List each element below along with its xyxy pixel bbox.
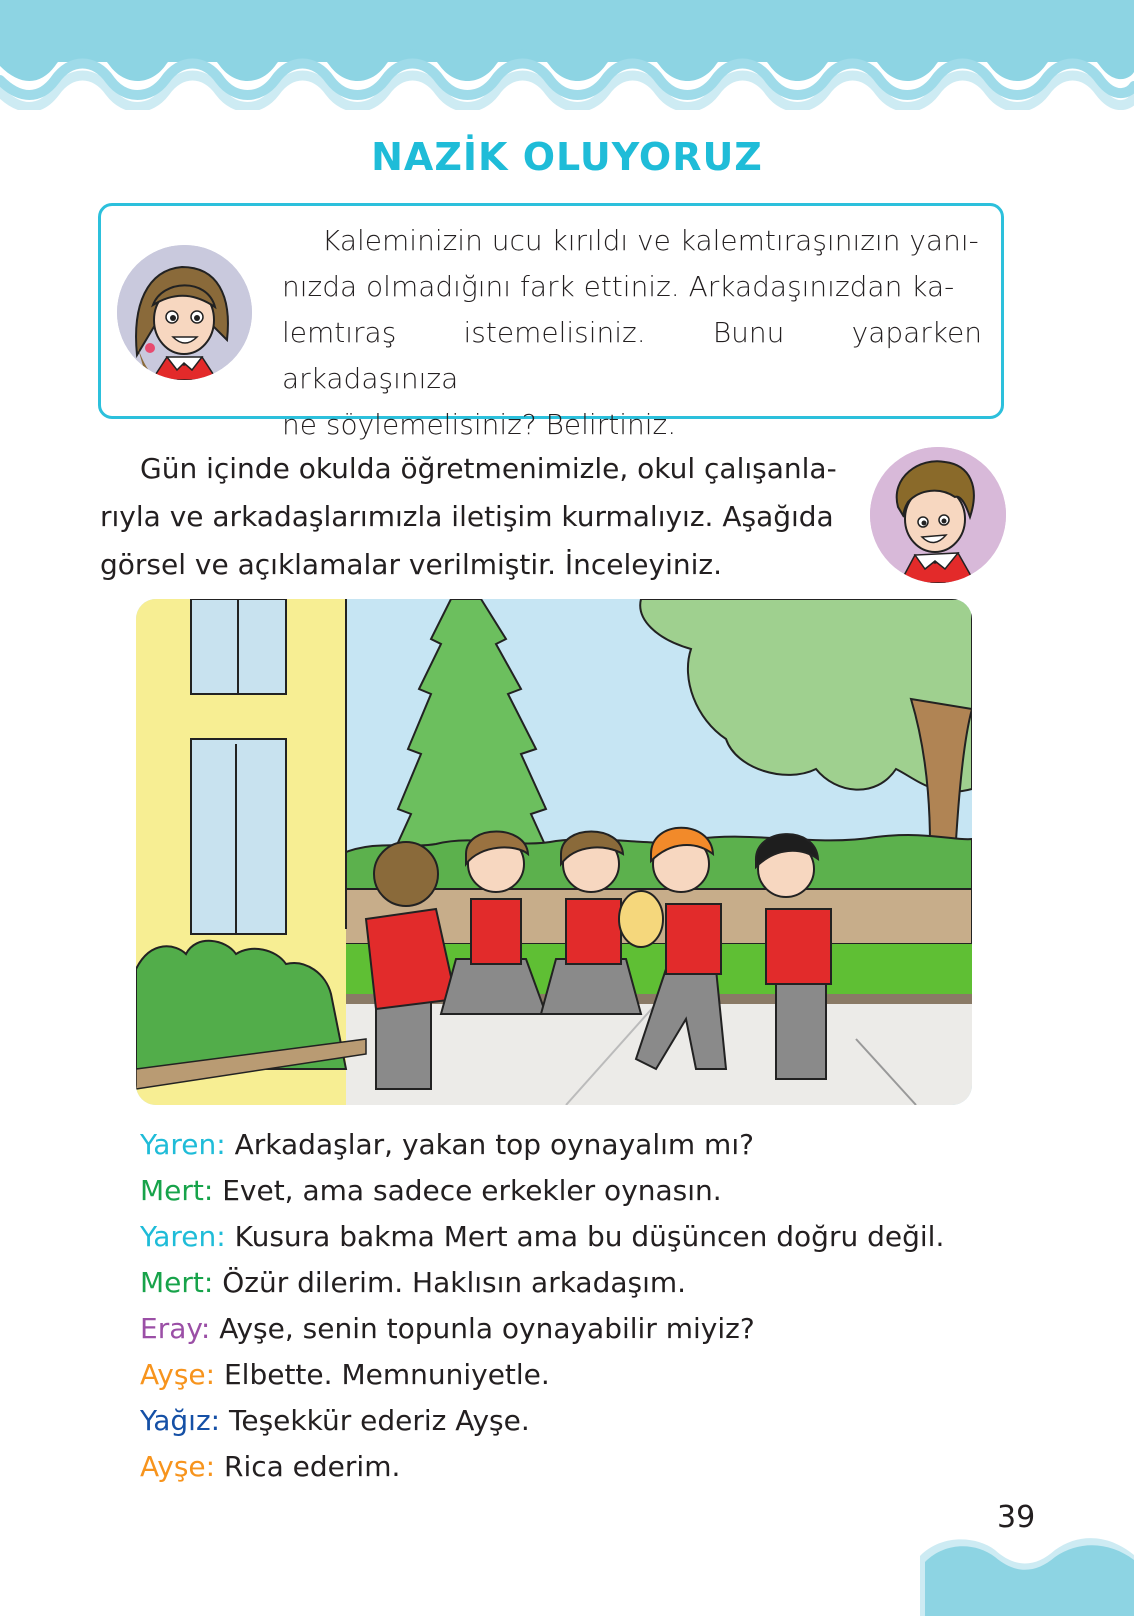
dialogue-line [140,1444,944,1490]
question-line-1: Kaleminizin ucu kırıldı ve kalemtıraşınızın yanı- [322,224,979,257]
question-text [282,218,982,448]
intro-paragraph [100,445,840,589]
question-line-2: nızda olmadığını fark ettiniz. Arkadaşınızdan ka- [282,270,955,303]
dialogue-line [140,1168,944,1214]
dialogue-line [140,1352,944,1398]
dialogue-text: Evet, ama sadece erkekler oynasın. [222,1174,722,1207]
dialogue-text: Teşekkür ederiz Ayşe. [229,1404,530,1437]
girl-portrait-icon [117,245,252,380]
speaker-name: Mert: [140,1266,214,1299]
dialogue-line [140,1214,944,1260]
question-line-4: ne söylemelisiniz? Belirtiniz. [282,408,677,441]
paragraph-line-2: rıyla ve arkadaşlarımızla iletişim kurmalıyız. Aşağıda [100,500,834,533]
top-wave-decoration [0,0,1134,110]
dialogue-text: Rica ederim. [223,1450,401,1483]
paragraph-line-1: Gün içinde okulda öğretmenimizle, okul çalışanla- [140,452,837,485]
question-line-3: lemtıraş istemelisiniz. Bunu yaparken arkadaşınıza [282,316,982,395]
speaker-name: Yaren: [140,1128,226,1161]
dialogue-text: Kusura bakma Mert ama bu düşüncen doğru değil. [234,1220,945,1253]
paragraph-line-3: görsel ve açıklamalar verilmiştir. İnceleyiniz. [100,548,722,581]
dialogue-line [140,1260,944,1306]
dialogue [140,1122,944,1490]
speaker-name: Ayşe: [140,1450,216,1483]
dialogue-line [140,1122,944,1168]
dialogue-text: Elbette. Memnuniyetle. [223,1358,550,1391]
boy-portrait-icon [870,447,1006,583]
schoolyard-scene-icon [136,599,972,1105]
speaker-name: Eray: [140,1312,211,1345]
speaker-name: Yaren: [140,1220,226,1253]
dialogue-line [140,1306,944,1352]
boy-avatar [870,447,1006,583]
schoolyard-illustration [136,599,972,1105]
dialogue-line [140,1398,944,1444]
dialogue-text: Arkadaşlar, yakan top oynayalım mı? [234,1128,754,1161]
dialogue-text: Ayşe, senin topunla oynayabilir miyiz? [219,1312,755,1345]
speaker-name: Ayşe: [140,1358,216,1391]
dialogue-text: Özür dilerim. Haklısın arkadaşım. [222,1266,687,1299]
speaker-name: Yağız: [140,1404,221,1437]
speaker-name: Mert: [140,1174,214,1207]
page-number: 39 [997,1500,1036,1535]
page-title: NAZİK OLUYORUZ [371,135,763,179]
bottom-wave-decoration [920,1530,1134,1616]
girl-avatar [117,245,252,380]
